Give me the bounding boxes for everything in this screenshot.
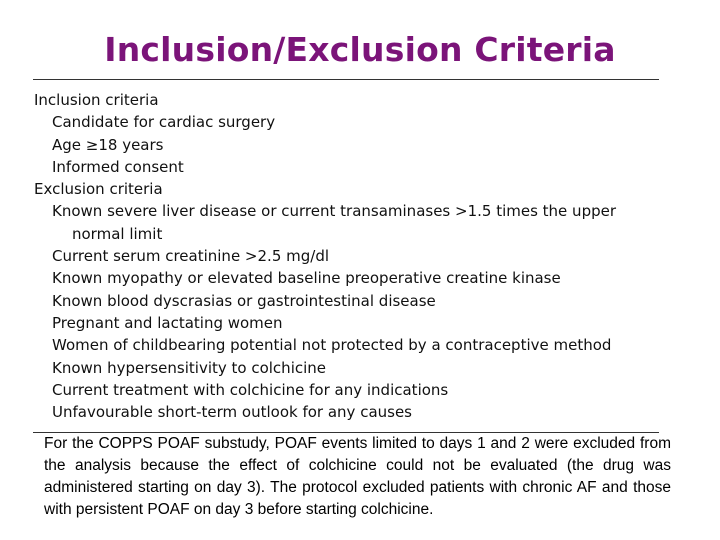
exclusion-item: Current serum creatinine >2.5 mg/dl: [52, 247, 330, 266]
exclusion-item: Unfavourable short-term outlook for any causes: [52, 403, 412, 422]
slide-title: Inclusion/Exclusion Criteria: [104, 30, 616, 69]
exclusion-item: Women of childbearing potential not protected by a contraceptive method: [52, 336, 612, 355]
exclusion-item: Known severe liver disease or current transaminases >1.5 times the upper: [52, 202, 617, 221]
inclusion-item: Informed consent: [52, 157, 184, 176]
exclusion-item: Current treatment with colchicine for any indications: [52, 380, 449, 399]
inclusion-heading: Inclusion criteria: [34, 91, 159, 109]
footnote-text: For the COPPS POAF substudy, POAF events limited to days 1 and 2 were excluded from the analysis because the effect of colchicine could not be evaluated (the drug was administered starting on day 3). The protocol excluded patients with chronic AF and those with persistent POAF on day 3 before starting colchicine.: [44, 435, 671, 518]
criteria-table: [34, 89, 664, 423]
exclusion-item-continuation: normal limit: [72, 224, 163, 243]
exclusion-item: Known myopathy or elevated baseline preoperative creatine kinase: [52, 269, 561, 288]
exclusion-item: Pregnant and lactating women: [52, 313, 283, 332]
inclusion-item: Age ≥18 years: [52, 135, 164, 154]
inclusion-item: Candidate for cardiac surgery: [52, 113, 276, 132]
exclusion-heading: Exclusion criteria: [34, 180, 163, 199]
exclusion-item: Known blood dyscrasias or gastrointestinal disease: [52, 291, 436, 310]
top-divider: [33, 79, 659, 80]
exclusion-item: Known hypersensitivity to colchicine: [52, 358, 327, 377]
